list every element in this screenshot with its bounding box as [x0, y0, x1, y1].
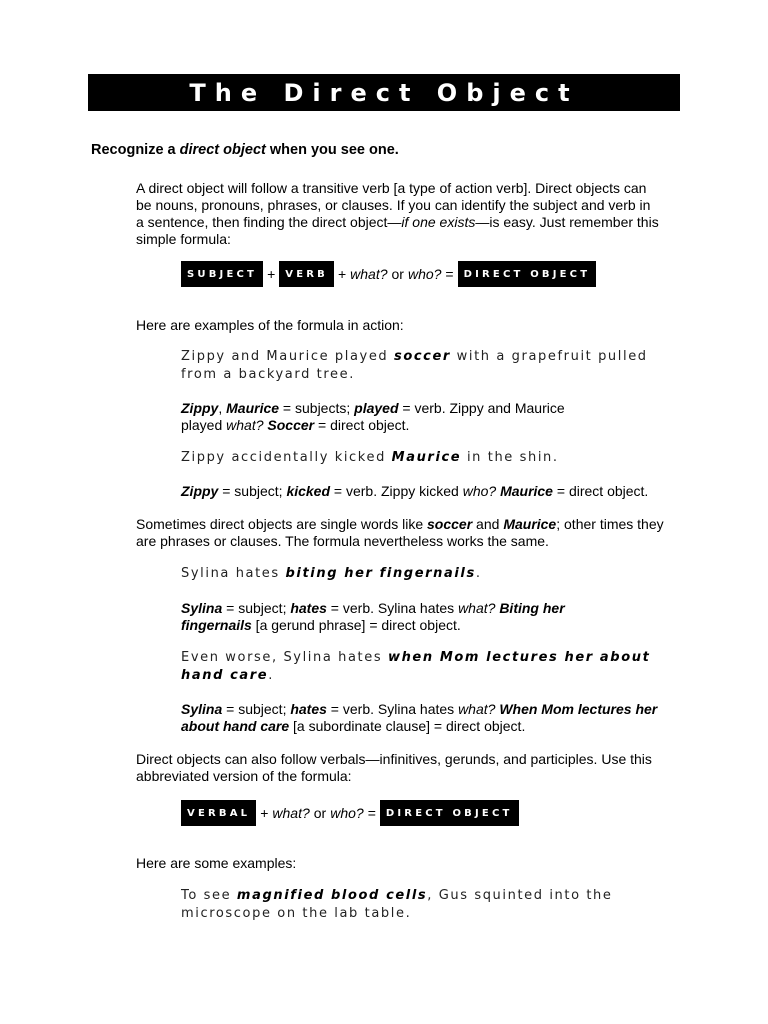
example-text-end: with a grapefruit pulled from a backyard tree.: [181, 349, 648, 382]
expl-text: = direct object.: [314, 417, 410, 433]
or-text: or: [313, 805, 327, 821]
example-direct-object: soccer: [394, 349, 451, 364]
para-text: and: [472, 516, 504, 532]
heading-text-end: when you see one.: [265, 142, 399, 158]
example-sentence-3: [181, 565, 681, 583]
expl-subject: Sylina: [181, 600, 223, 616]
expl-text: = subjects;: [279, 400, 355, 416]
phrases-paragraph: [136, 516, 666, 550]
example-direct-object: Maurice: [391, 450, 462, 465]
example-text: Sylina hates: [181, 566, 286, 581]
expl-question: what?: [458, 600, 496, 616]
example-sentence-2: [181, 449, 681, 467]
explanation-2: [181, 483, 681, 500]
what-text: what?: [350, 266, 388, 282]
intro-text: A direct object will follow a transitive verb [a type of action verb]. Direct objects can be nouns, pronouns, phrases, or clauses. If you can identify the subject and verb in a sentence, then finding the direct object—: [136, 180, 651, 230]
example-sentence-5: [181, 887, 681, 923]
expl-text: = verb. Sylina hates: [326, 701, 459, 717]
expl-text: [a gerund phrase] = direct object.: [251, 617, 461, 633]
plus-sign: +: [260, 805, 269, 821]
expl-text: = verb. Zippy kicked: [330, 483, 463, 499]
example-text: Even worse, Sylina hates: [181, 650, 388, 665]
expl-question: what?: [226, 417, 264, 433]
example-text-end: .: [475, 566, 482, 581]
expl-subject: Maurice: [226, 400, 280, 416]
para-example-word: soccer: [427, 516, 473, 532]
expl-object: Biting her fingernails: [181, 600, 565, 633]
direct-object-box: DIRECT OBJECT: [458, 261, 597, 287]
plus-sign: +: [337, 266, 347, 282]
example-text: Zippy and Maurice played: [181, 349, 394, 364]
expl-question: what?: [458, 701, 496, 717]
some-examples-intro: Here are some examples:: [136, 855, 297, 871]
heading-text: Recognize a: [91, 142, 180, 158]
expl-object: When Mom lectures her about hand care: [181, 701, 658, 734]
expl-verb: kicked: [286, 483, 331, 499]
verbals-paragraph: Direct objects can also follow verbals—infinitives, gerunds, and participles. Use this abbreviated version of the formula:: [136, 751, 652, 784]
who-text: who?: [330, 805, 364, 821]
expl-text: = subject;: [222, 701, 291, 717]
example-text-end: .: [268, 668, 274, 683]
heading-emphasis: direct object: [179, 142, 266, 158]
expl-subject: Sylina: [181, 701, 223, 717]
equals-sign: =: [445, 266, 454, 282]
plus-sign: +: [267, 266, 276, 282]
expl-question: who?: [462, 483, 497, 499]
expl-text: [a subordinate clause] = direct object.: [289, 718, 526, 734]
example-text: To see: [181, 888, 237, 903]
examples-intro: Here are examples of the formula in action:: [136, 317, 404, 333]
expl-text: = subject;: [218, 483, 287, 499]
expl-text: = direct object.: [552, 483, 649, 499]
intro-emphasis: if one exists: [401, 214, 476, 230]
what-text: what?: [272, 805, 310, 821]
example-direct-object: biting her fingernails: [285, 566, 476, 581]
intro-text-end: —is easy. Just remember this simple formula:: [136, 214, 659, 247]
para-text: ; other times they are phrases or clauses. The formula nevertheless works the same.: [136, 516, 664, 549]
who-text: who?: [407, 266, 442, 282]
example-text-end: , Gus squinted into the microscope on the lab table.: [181, 888, 613, 921]
expl-text: = subject;: [222, 600, 291, 616]
expl-object: Maurice: [500, 483, 553, 499]
example-direct-object: when Mom lectures her about hand care: [181, 650, 651, 683]
expl-object: Soccer: [267, 417, 315, 433]
page-title: The Direct Object: [189, 78, 579, 107]
expl-verb: hates: [290, 600, 327, 616]
expl-text: ,: [218, 400, 227, 416]
intro-paragraph: [136, 180, 661, 248]
expl-subject: Zippy: [181, 400, 219, 416]
subject-box: SUBJECT: [181, 261, 263, 287]
example-sentence-1: [181, 348, 681, 384]
section-heading: [91, 142, 399, 158]
para-example-word: Maurice: [503, 516, 557, 532]
expl-text: = verb. Zippy and Maurice played: [181, 400, 565, 433]
formula-2: [181, 800, 519, 826]
explanation-1: [181, 400, 581, 434]
verb-box: VERB: [279, 261, 334, 287]
expl-text: = verb. Sylina hates: [326, 600, 459, 616]
verbal-box: VERBAL: [181, 800, 256, 826]
expl-subject: Zippy: [181, 483, 219, 499]
example-sentence-4: [181, 649, 681, 685]
expl-verb: played: [354, 400, 399, 416]
formula-1: [181, 261, 596, 287]
explanation-4: [181, 701, 661, 735]
explanation-3: [181, 600, 581, 634]
example-text-end: in the shin.: [461, 450, 559, 465]
example-direct-object: magnified blood cells: [236, 888, 428, 903]
equals-sign: =: [367, 805, 376, 821]
direct-object-box: DIRECT OBJECT: [380, 800, 519, 826]
example-text: Zippy accidentally kicked: [181, 450, 392, 465]
para-text: Sometimes direct objects are single words like: [136, 516, 428, 532]
or-text: or: [391, 266, 404, 282]
expl-verb: hates: [290, 701, 327, 717]
page-title-bar: [88, 74, 680, 111]
